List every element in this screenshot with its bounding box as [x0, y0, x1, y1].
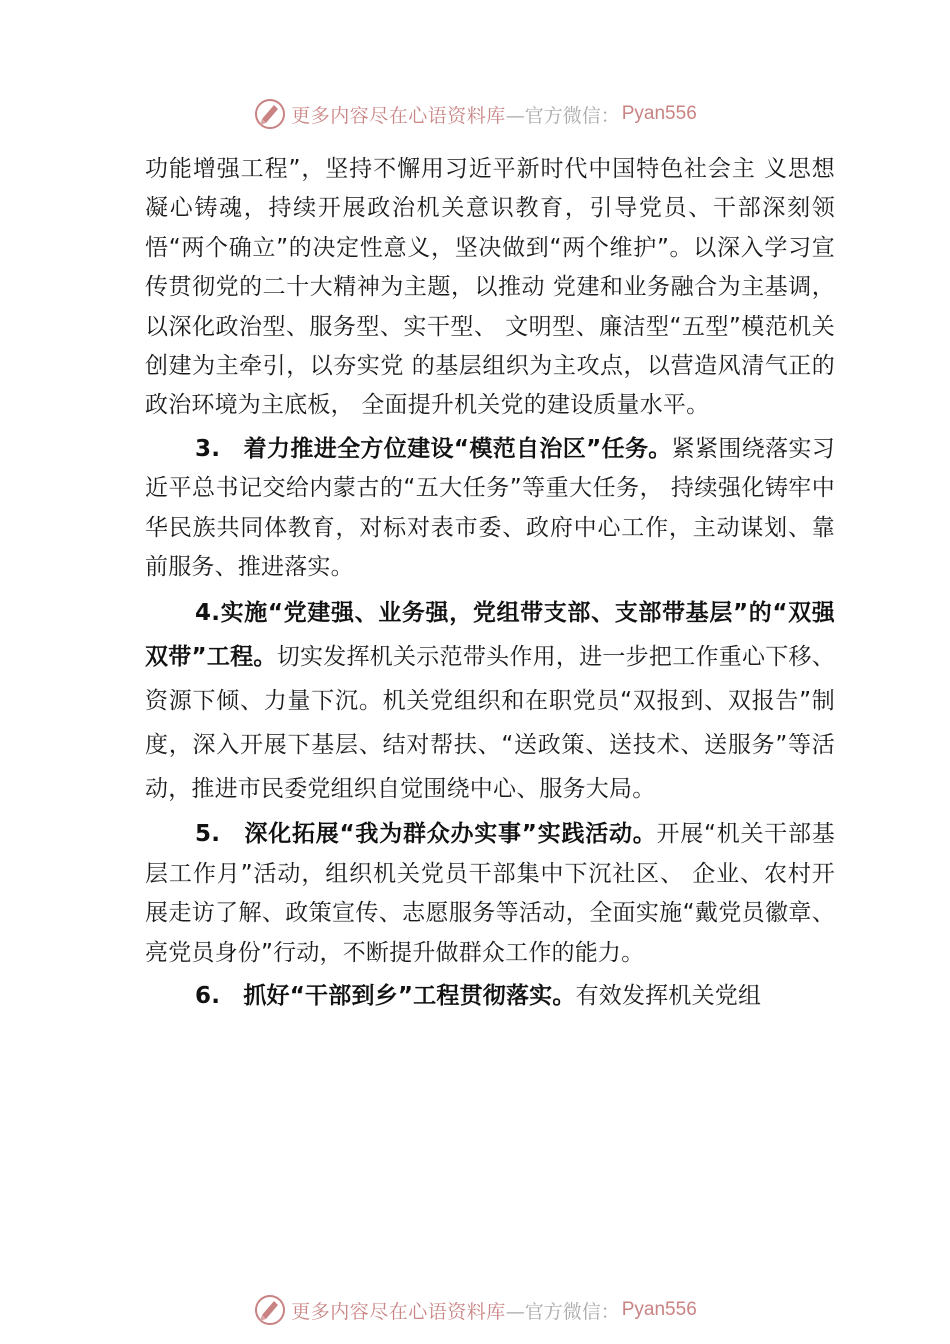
- paragraph-5: [145, 815, 835, 973]
- watermark-id: Pyan556: [621, 103, 697, 124]
- seal-logo-icon: [253, 97, 287, 131]
- paragraph-3: [145, 430, 835, 588]
- watermark-id: Pyan556: [621, 1299, 697, 1320]
- watermark-text: 更多内容尽在心语资料库: [291, 1300, 506, 1323]
- watermark-separator: —官方微信：: [505, 104, 620, 127]
- document-body: [145, 150, 835, 1017]
- paragraph-body: 有效发挥机关党组: [575, 983, 762, 1010]
- watermark-footer: [0, 1290, 950, 1330]
- watermark-header: [0, 94, 950, 134]
- paragraph-1: [145, 150, 835, 426]
- paragraph-4: [145, 591, 835, 811]
- paragraph-lead: 4.实施“党建强、业务强，党组带支部、支部带基层”的“双强双带”工程。: [145, 600, 835, 671]
- paragraph-body: 开展“机关干部基层工作月”活动，组织机关党员干部集中下沉社区、 企业、农村开展走访了解、政策宣传、志愿服务等活动，全面实施“戴党员徽章、亮党员身份”行动，不断提升做群众工作的能力。: [145, 821, 835, 966]
- paragraph-lead: 6. 抓好“干部到乡”工程贯彻落实。: [195, 983, 576, 1010]
- paragraph-body: 切实发挥机关示范带头作用，进一步把工作重心下移、资源下倾、力量下沉。机关党组织和在职党员“双报到、双报告”制度，深入开展下基层、结对帮扶、“送政策、送技术、送服务”等活动，推进市民委党组织自觉围绕中心、服务大局。: [145, 644, 835, 803]
- paragraph-6: [145, 977, 835, 1016]
- watermark-separator: —官方微信：: [505, 1300, 620, 1323]
- paragraph-lead: 5. 深化拓展“我为群众办实事”实践活动。: [195, 821, 657, 848]
- watermark-text: 更多内容尽在心语资料库: [291, 104, 506, 127]
- paragraph-lead: 3. 着力推进全方位建设“模范自治区”任务。: [195, 435, 672, 462]
- paragraph-body: 功能增强工程”，坚持不懈用习近平新时代中国特色社会主 义思想凝心铸魂，持续开展政治机关意识教育，引导党员、干部深刻领悟“两个确立”的决定性意义，坚决做到“两个维护”。以深入学习宣传贯彻党的二十大精神为主题，以推动 党建和业务融合为主基调，以深化政治型、服务型、实干型、 文明型、廉洁型“五型”模范机关创建为主牵引，以夯实党 的基层组织为主攻点，以营造风清气正的政治环境为主底板， 全面提升机关党的建设质量水平。: [145, 156, 835, 419]
- paragraph-body: 紧紧围绕落实习近平总书记交给内蒙古的“五大任务”等重大任务， 持续强化铸牢中华民族共同体教育，对标对表市委、政府中心工作，主动谋划、靠前服务、推进落实。: [145, 435, 835, 581]
- seal-logo-icon: [253, 1293, 287, 1327]
